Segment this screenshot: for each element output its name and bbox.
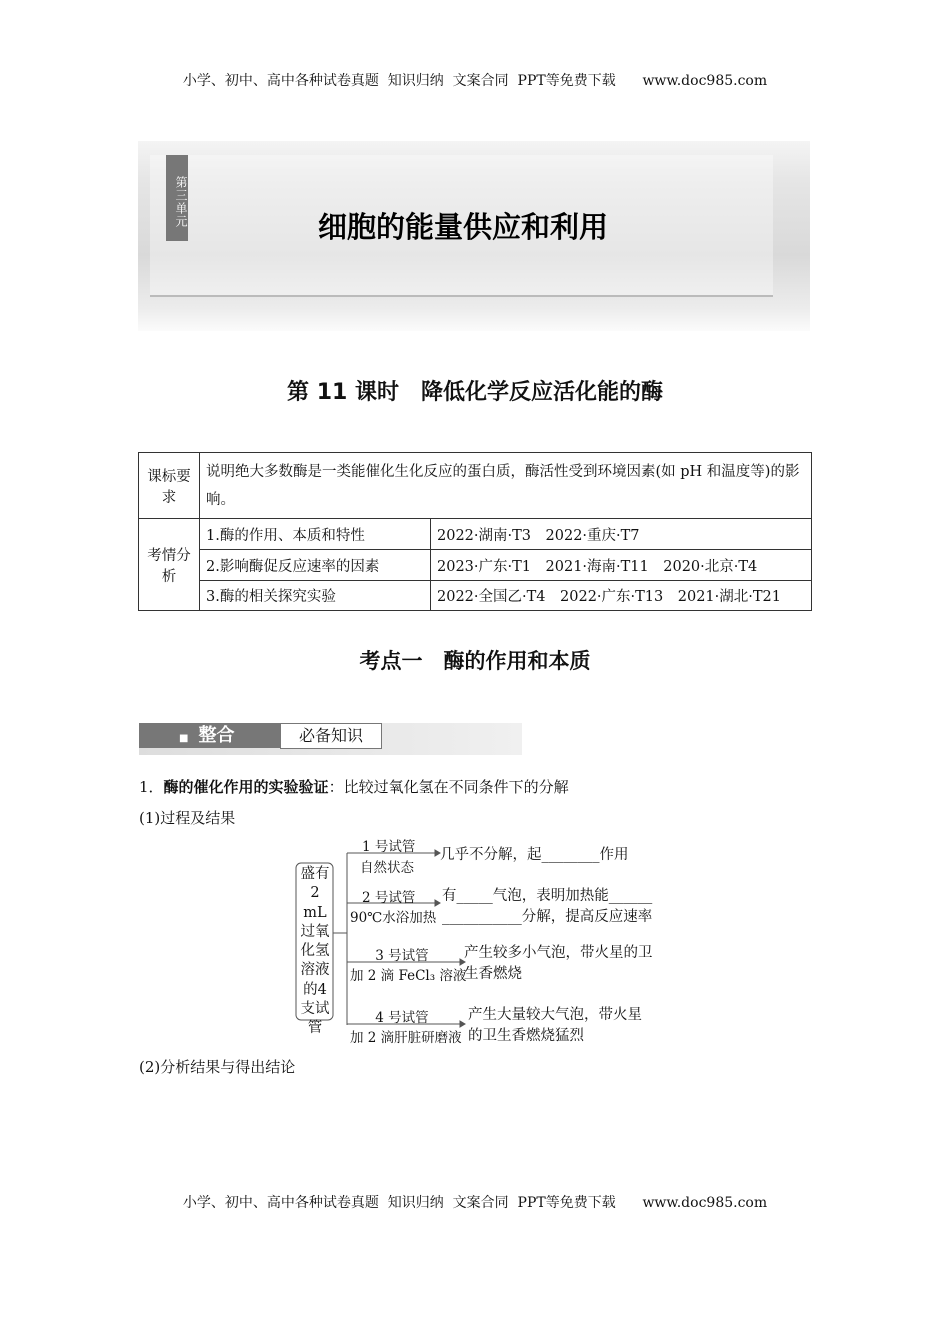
branch-result: 的卫生香燃烧猛烈 [468,1028,584,1044]
branch-bottom: 加 2 滴 FeCl₃ 溶液 [350,968,467,984]
branch-top: 1 号试管 [362,839,416,855]
section-tag-text: 整合 [198,725,235,746]
branch-bottom: 加 2 滴肝脏研磨液 [350,1030,462,1046]
paragraph-2: (1)过程及结果 [139,809,236,827]
refs-cell: 2022·全国乙·T4 2022·广东·T13 2021·湖北·T21 [431,581,812,611]
topic-cell: 3.酶的相关探究实验 [200,581,431,611]
branch-result: 产生较多小气泡，带火星的卫 [464,945,653,961]
page-header: 小学、初中、高中各种试卷真题 知识归纳 文案合同 PPT等免费下载 www.doc985.com [182,73,768,89]
curriculum-text: 说明绝大多数酶是一类能催化生化反应的蛋白质，酶活性受到环境因素(如 pH 和温度等)的影响。 [200,453,812,519]
section-title: 考点一 酶的作用和本质 [359,649,591,673]
topic-cell: 2.影响酶促反应速率的因素 [200,550,431,581]
branch-bottom: 自然状态 [360,860,414,876]
branch-bottom: 90℃水浴加热 [350,910,437,926]
topic-cell: 1.酶的作用、本质和特性 [200,519,431,550]
paragraph-1-bold: 酶的催化作用的实验验证 [163,778,329,796]
branch-result: 产生大量较大气泡，带火星 [468,1007,642,1023]
page-footer: 小学、初中、高中各种试卷真题 知识归纳 文案合同 PPT等免费下载 www.doc985.com [182,1195,768,1211]
branch-top: 2 号试管 [362,890,416,906]
branch-result: 有_____气泡，表明加热能______ [442,888,653,904]
lesson-title: 第 11 课时 降低化学反应活化能的酶 [287,380,663,405]
unit-label: 第三单元 [166,155,188,241]
branch-top: 3 号试管 [375,948,429,964]
paragraph-3: (2)分析结果与得出结论 [139,1058,296,1076]
branch-result: 生香燃烧 [464,966,522,982]
paragraph-1: 1．酶的催化作用的实验验证：比较过氧化氢在不同条件下的分解 [139,778,569,796]
unit-title: 细胞的能量供应和利用 [318,210,609,244]
section-label: 必备知识 [280,723,382,749]
label-analysis: 考情分析 [139,519,200,611]
diagram-box: 盛有2 mL过氧化氢溶液的4支试管 [300,866,330,1037]
branch-result: ___________分解，提高反应速率 [442,909,653,925]
branch-result: 几乎不分解，起________作用 [440,847,629,863]
square-icon: ■ [179,733,189,744]
refs-cell: 2022·湖南·T3 2022·重庆·T7 [431,519,812,550]
refs-cell: 2023·广东·T1 2021·海南·T11 2020·北京·T4 [431,550,812,581]
label-curriculum: 课标要求 [139,453,200,519]
branch-top: 4 号试管 [375,1010,429,1026]
